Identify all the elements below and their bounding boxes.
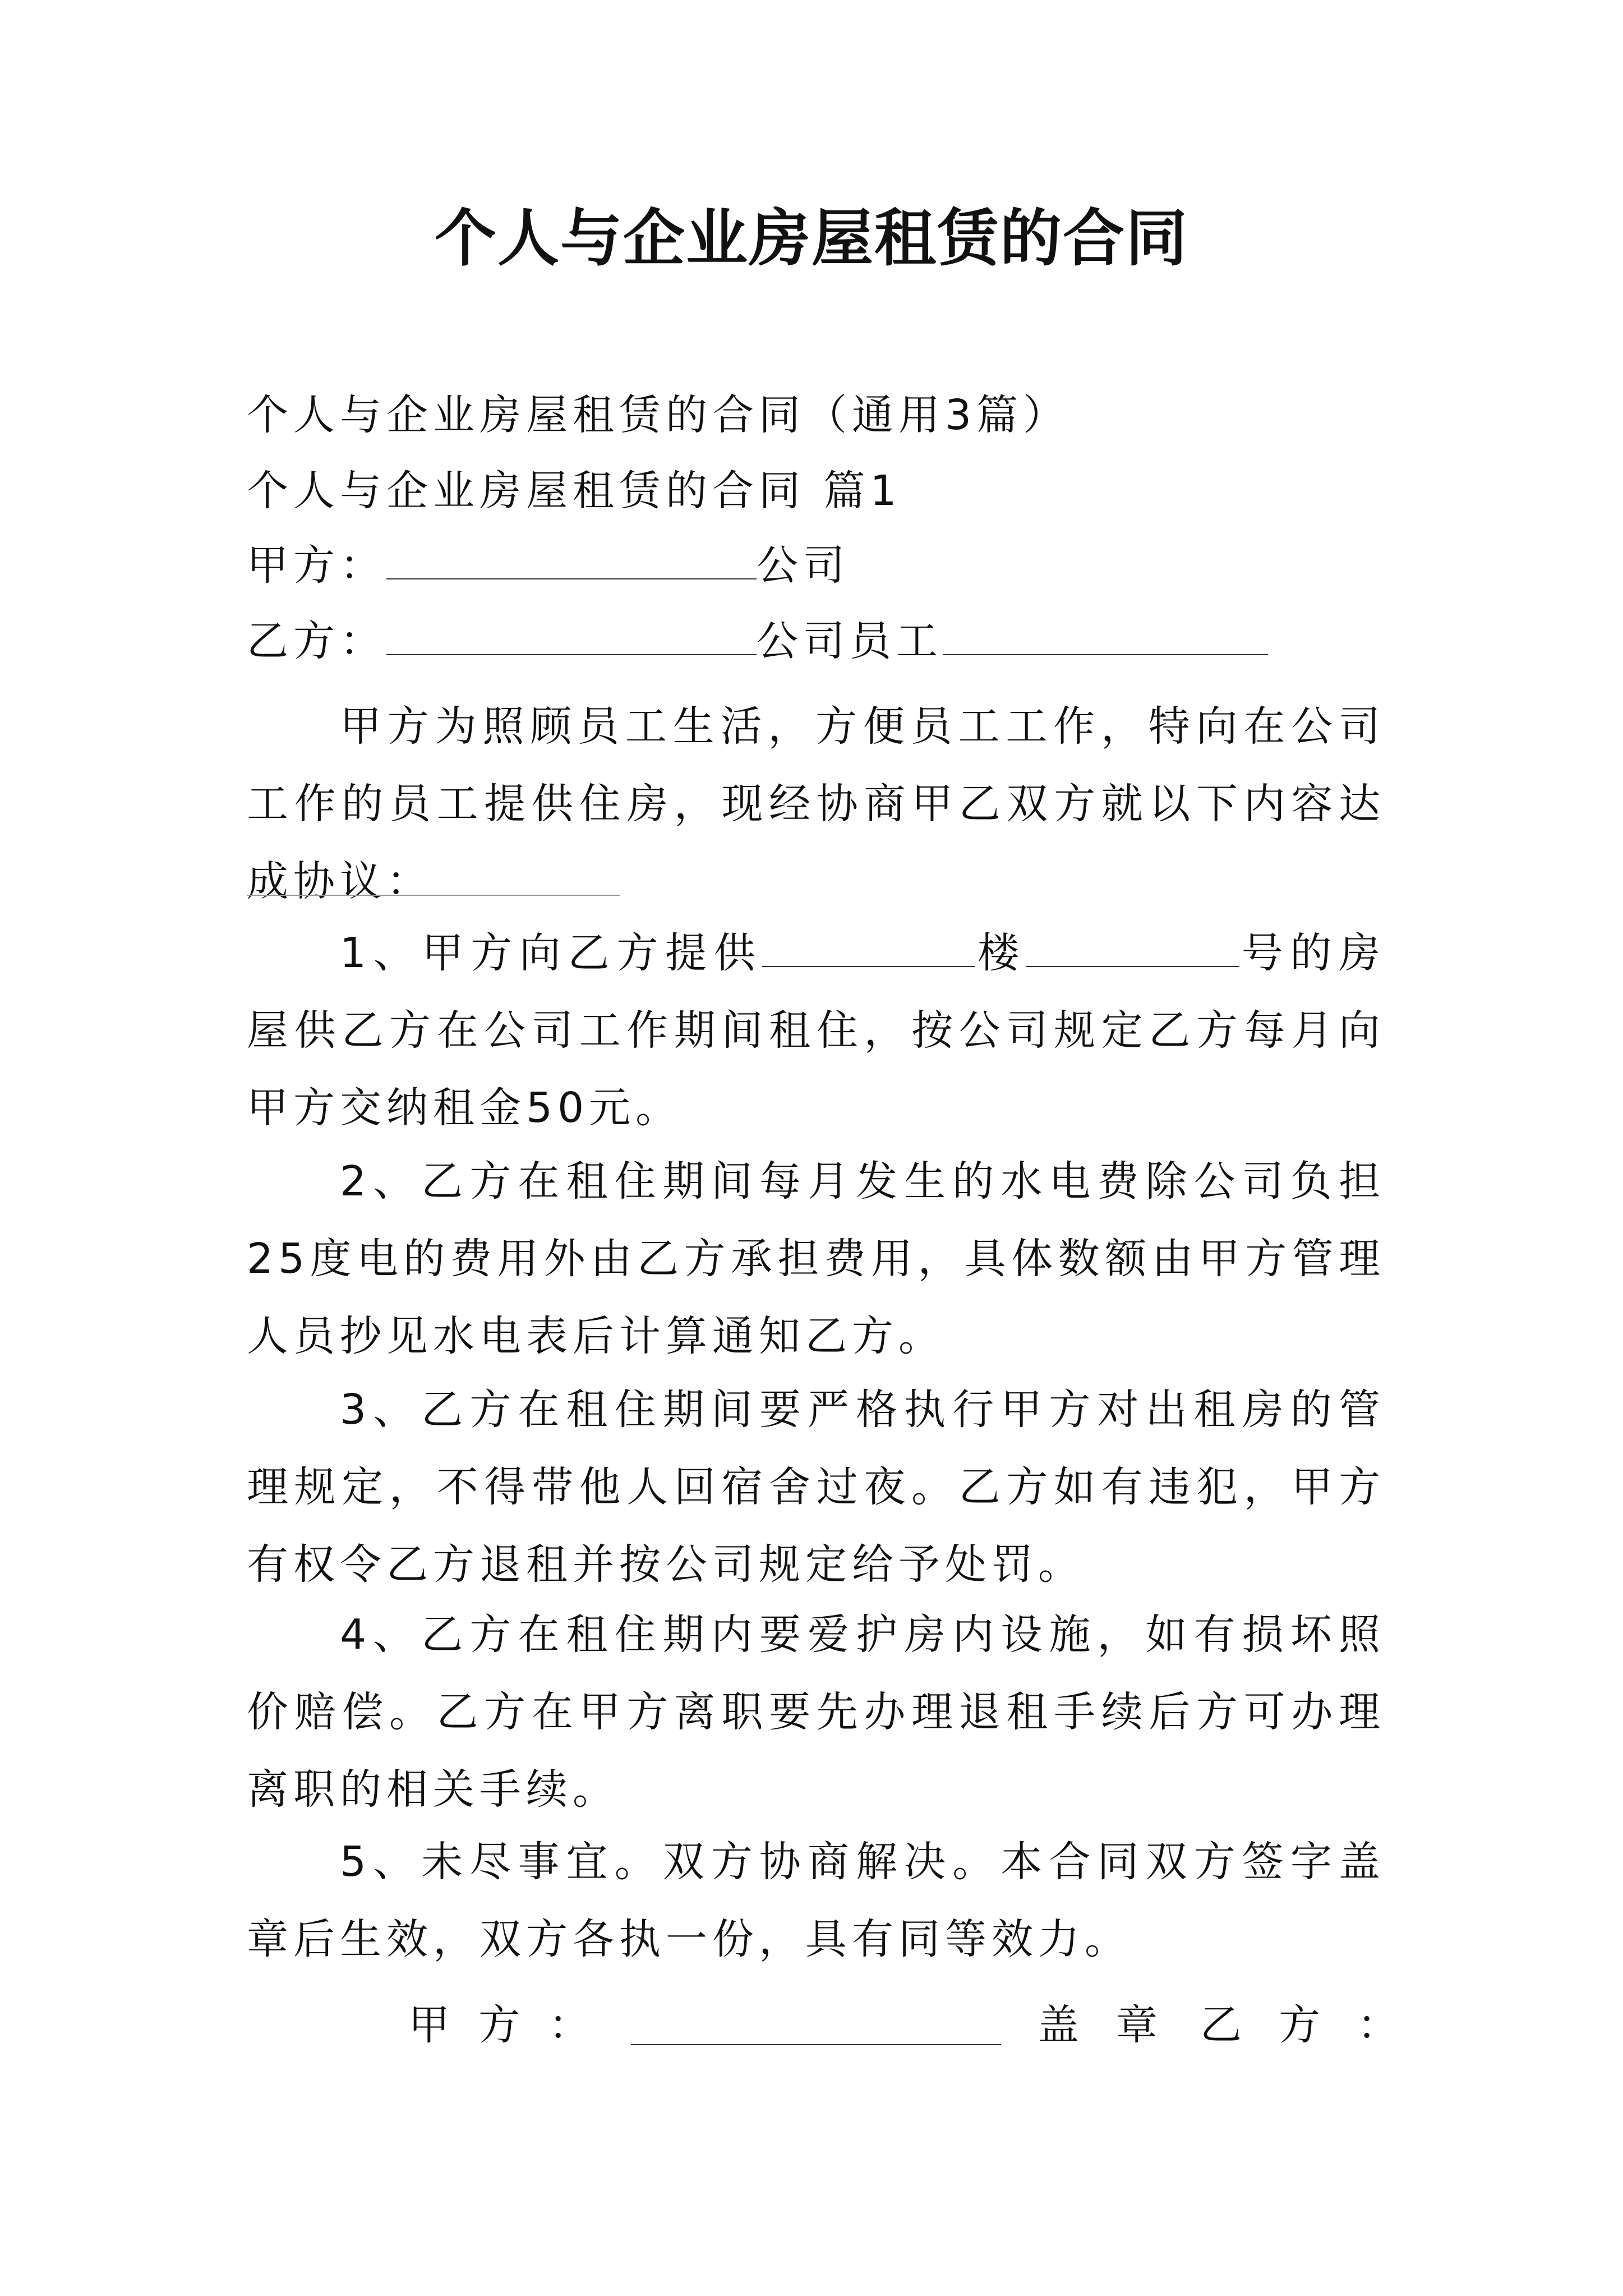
sig-party-a-colon: ： [548,2001,590,2049]
chapter-heading: 个人与企业房屋租赁的合同 篇1 [247,467,902,515]
party-b-employee-blank [943,620,1268,655]
sig-seal-char-2: 章 [1116,2001,1158,2049]
clause-1-room-blank [1026,932,1239,967]
party-a-suffix: 公司 [757,541,850,590]
sig-party-a-blank [631,2010,1001,2045]
clause-3: 3、乙方在租住期间要严格执行甲方对出租房的管理规定，不得带他人回宿舍过夜。乙方如有违犯，甲方有权令乙方退租并按公司规定给予处罚。 [247,1386,1385,1589]
party-b-label: 乙方： [247,617,386,665]
party-b-company-blank [386,620,757,655]
party-a-company-blank [386,545,757,579]
sig-party-a-char-2: 方 [478,2001,520,2049]
sig-party-b-colon: ： [1357,2001,1399,2049]
clause-1-building-blank [762,932,975,967]
intro-paragraph: 甲方为照顾员工生活，方便员工工作，特向在公司工作的员工提供住房，现经协商甲乙双方就以下内容达成协议： [247,702,1385,905]
clause-4: 4、乙方在租住期内要爱护房内设施，如有损坏照价赔偿。乙方在甲方离职要先办理退租手续后方可办理离职的相关手续。 [247,1611,1385,1814]
document-title: 个人与企业房屋租赁的合同 [435,202,1188,274]
clause-1-mid: 楼 [975,929,1026,977]
clause-1 [247,914,1385,1147]
clause-5: 5、未尽事宜。双方协商解决。本合同双方签字盖章后生效，双方各执一份，具有同等效力。 [247,1838,1385,1963]
party-a-label: 甲方： [247,541,386,590]
party-b-line [247,613,1385,669]
subtitle: 个人与企业房屋租赁的合同（通用3篇） [247,391,1070,439]
clause-1-prefix: 1、甲方向乙方提供 [340,929,763,977]
sig-party-b-char-2: 方 [1279,2001,1320,2049]
clause-2: 2、乙方在租住期间每月发生的水电费除公司负担25度电的费用外由乙方承担费用，具体数额由甲方管理人员抄见水电表后计算通知乙方。 [247,1157,1385,1360]
party-a-line [247,537,1385,593]
party-b-suffix: 公司员工 [757,617,943,665]
sig-party-a-char-1: 甲 [408,2001,450,2049]
sig-party-b-char-1: 乙 [1200,2001,1242,2049]
divider-rule [247,895,620,896]
sig-seal-char-1: 盖 [1038,2001,1079,2049]
clause-1-rest: 号的房屋供乙方在公司工作期间租住，按公司规定乙方每月向甲方交纳租金50元。 [247,929,1385,1132]
signature-line [247,1997,1399,2053]
